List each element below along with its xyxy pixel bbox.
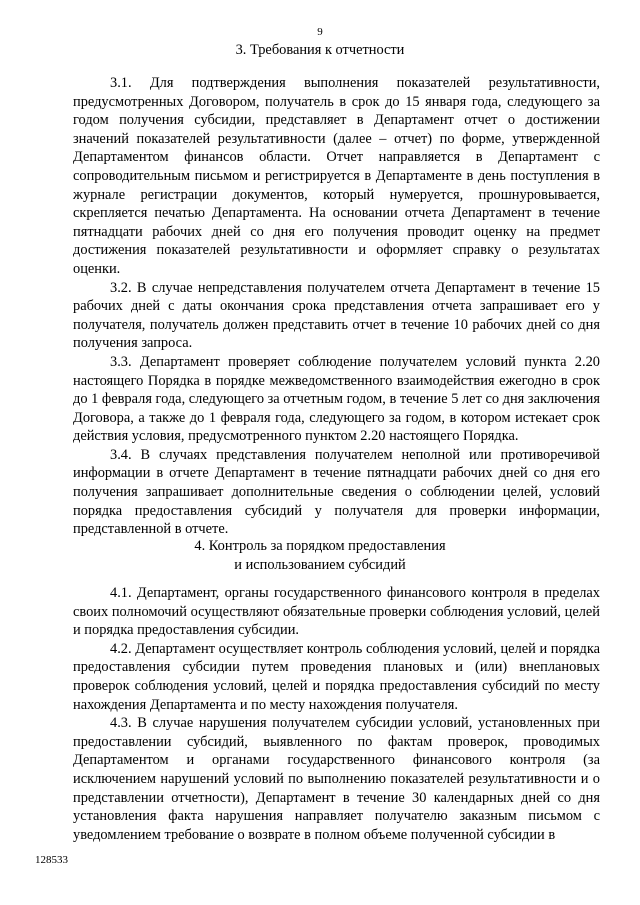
paragraph-3-1: 3.1. Для подтверждения выполнения показателей результативности, предусмотренных Договором, получатель в срок до 15 января года, следующего за годом получения субсидии, представляет в Департамент отчет о достижении значений показателей результативности (далее – отчет) по форме, утвержденной Департаментом финансов области. Отчет направляется в Департамент с сопроводительным письмом и регистрируется в Департаменте в день поступления в журнале регистрации документов, который нумеруется, прошнуровывается, скрепляется печатью Департамента. На основании отчета Департамент в течение пятнадцати рабочих дней со дня его получения проводит оценку на предмет достижения показателей результативности и оформляет справку о результатах оценки. <box>73 75 600 277</box>
footer-document-code: 128533 <box>35 854 68 866</box>
paragraph-3-4: 3.4. В случаях представления получателем неполной или противоречивой информации в отчете Департамент в течение пятнадцати рабочих дней со дня его получения запрашивает дополнительные сведения о соблюдении целей, условий порядка предоставления субсидий у получателя для проверки информации, представленной в отчете. <box>73 446 600 538</box>
paragraph-4-2: 4.2. Департамент осуществляет контроль соблюдения условий, целей и порядка предоставления субсидии путем проведения плановых и (или) внеплановых проверок соблюдения условий, целей и порядка предоставления субсидий по месту нахождения Департамента и по месту нахождения получателя. <box>73 640 600 713</box>
section-4-title-line-1: 4. Контроль за порядком предоставления <box>194 538 446 554</box>
paragraph-4-1: 4.1. Департамент, органы государственного финансового контроля в пределах своих полномочий осуществляют обязательные проверки соблюдения условий, целей и порядка предоставления субсидии. <box>73 585 600 639</box>
paragraph-4-3: 4.3. В случае нарушения получателем субсидии условий, установленных при предоставлении субсидий, выявленного по фактам проверок, проводимых Департаментом и органами государственного финансового контроля (за исключением нарушений условий по выполнению показателей результативности и о представлении отчетности), Департамент в течение 30 календарных дней со дня установления факта нарушения направляет получателю заказным письмом с уведомлением требование о возврате в полном объеме полученной субсидии в <box>73 715 600 843</box>
paragraph-3-3: 3.3. Департамент проверяет соблюдение получателем условий пункта 2.20 настоящего Порядка в порядке межведомственного взаимодействия ежегодно в срок до 1 февраля года, следующего за отчетным годом, в течение 5 лет со дня заключения Договора, а также до 1 февраля года, следующего за годом, в котором истекает срок действия условия, предусмотренного пунктом 2.20 настоящего Порядка. <box>73 353 600 445</box>
section-3-body <box>73 74 600 539</box>
section-4-body <box>73 584 600 844</box>
section-4-title <box>0 537 640 574</box>
page-number: 9 <box>317 26 323 38</box>
section-3-title: 3. Требования к отчетности <box>235 42 405 58</box>
section-4-title-line-2: и использованием субсидий <box>234 556 406 573</box>
paragraph-3-2: 3.2. В случае непредставления получателем отчета Департамент в течение 15 рабочих дней с даты окончания срока представления отчета запрашивает его у получателя, получатель должен представить отчет в течение 10 рабочих дней со дня получения запроса. <box>73 279 600 352</box>
